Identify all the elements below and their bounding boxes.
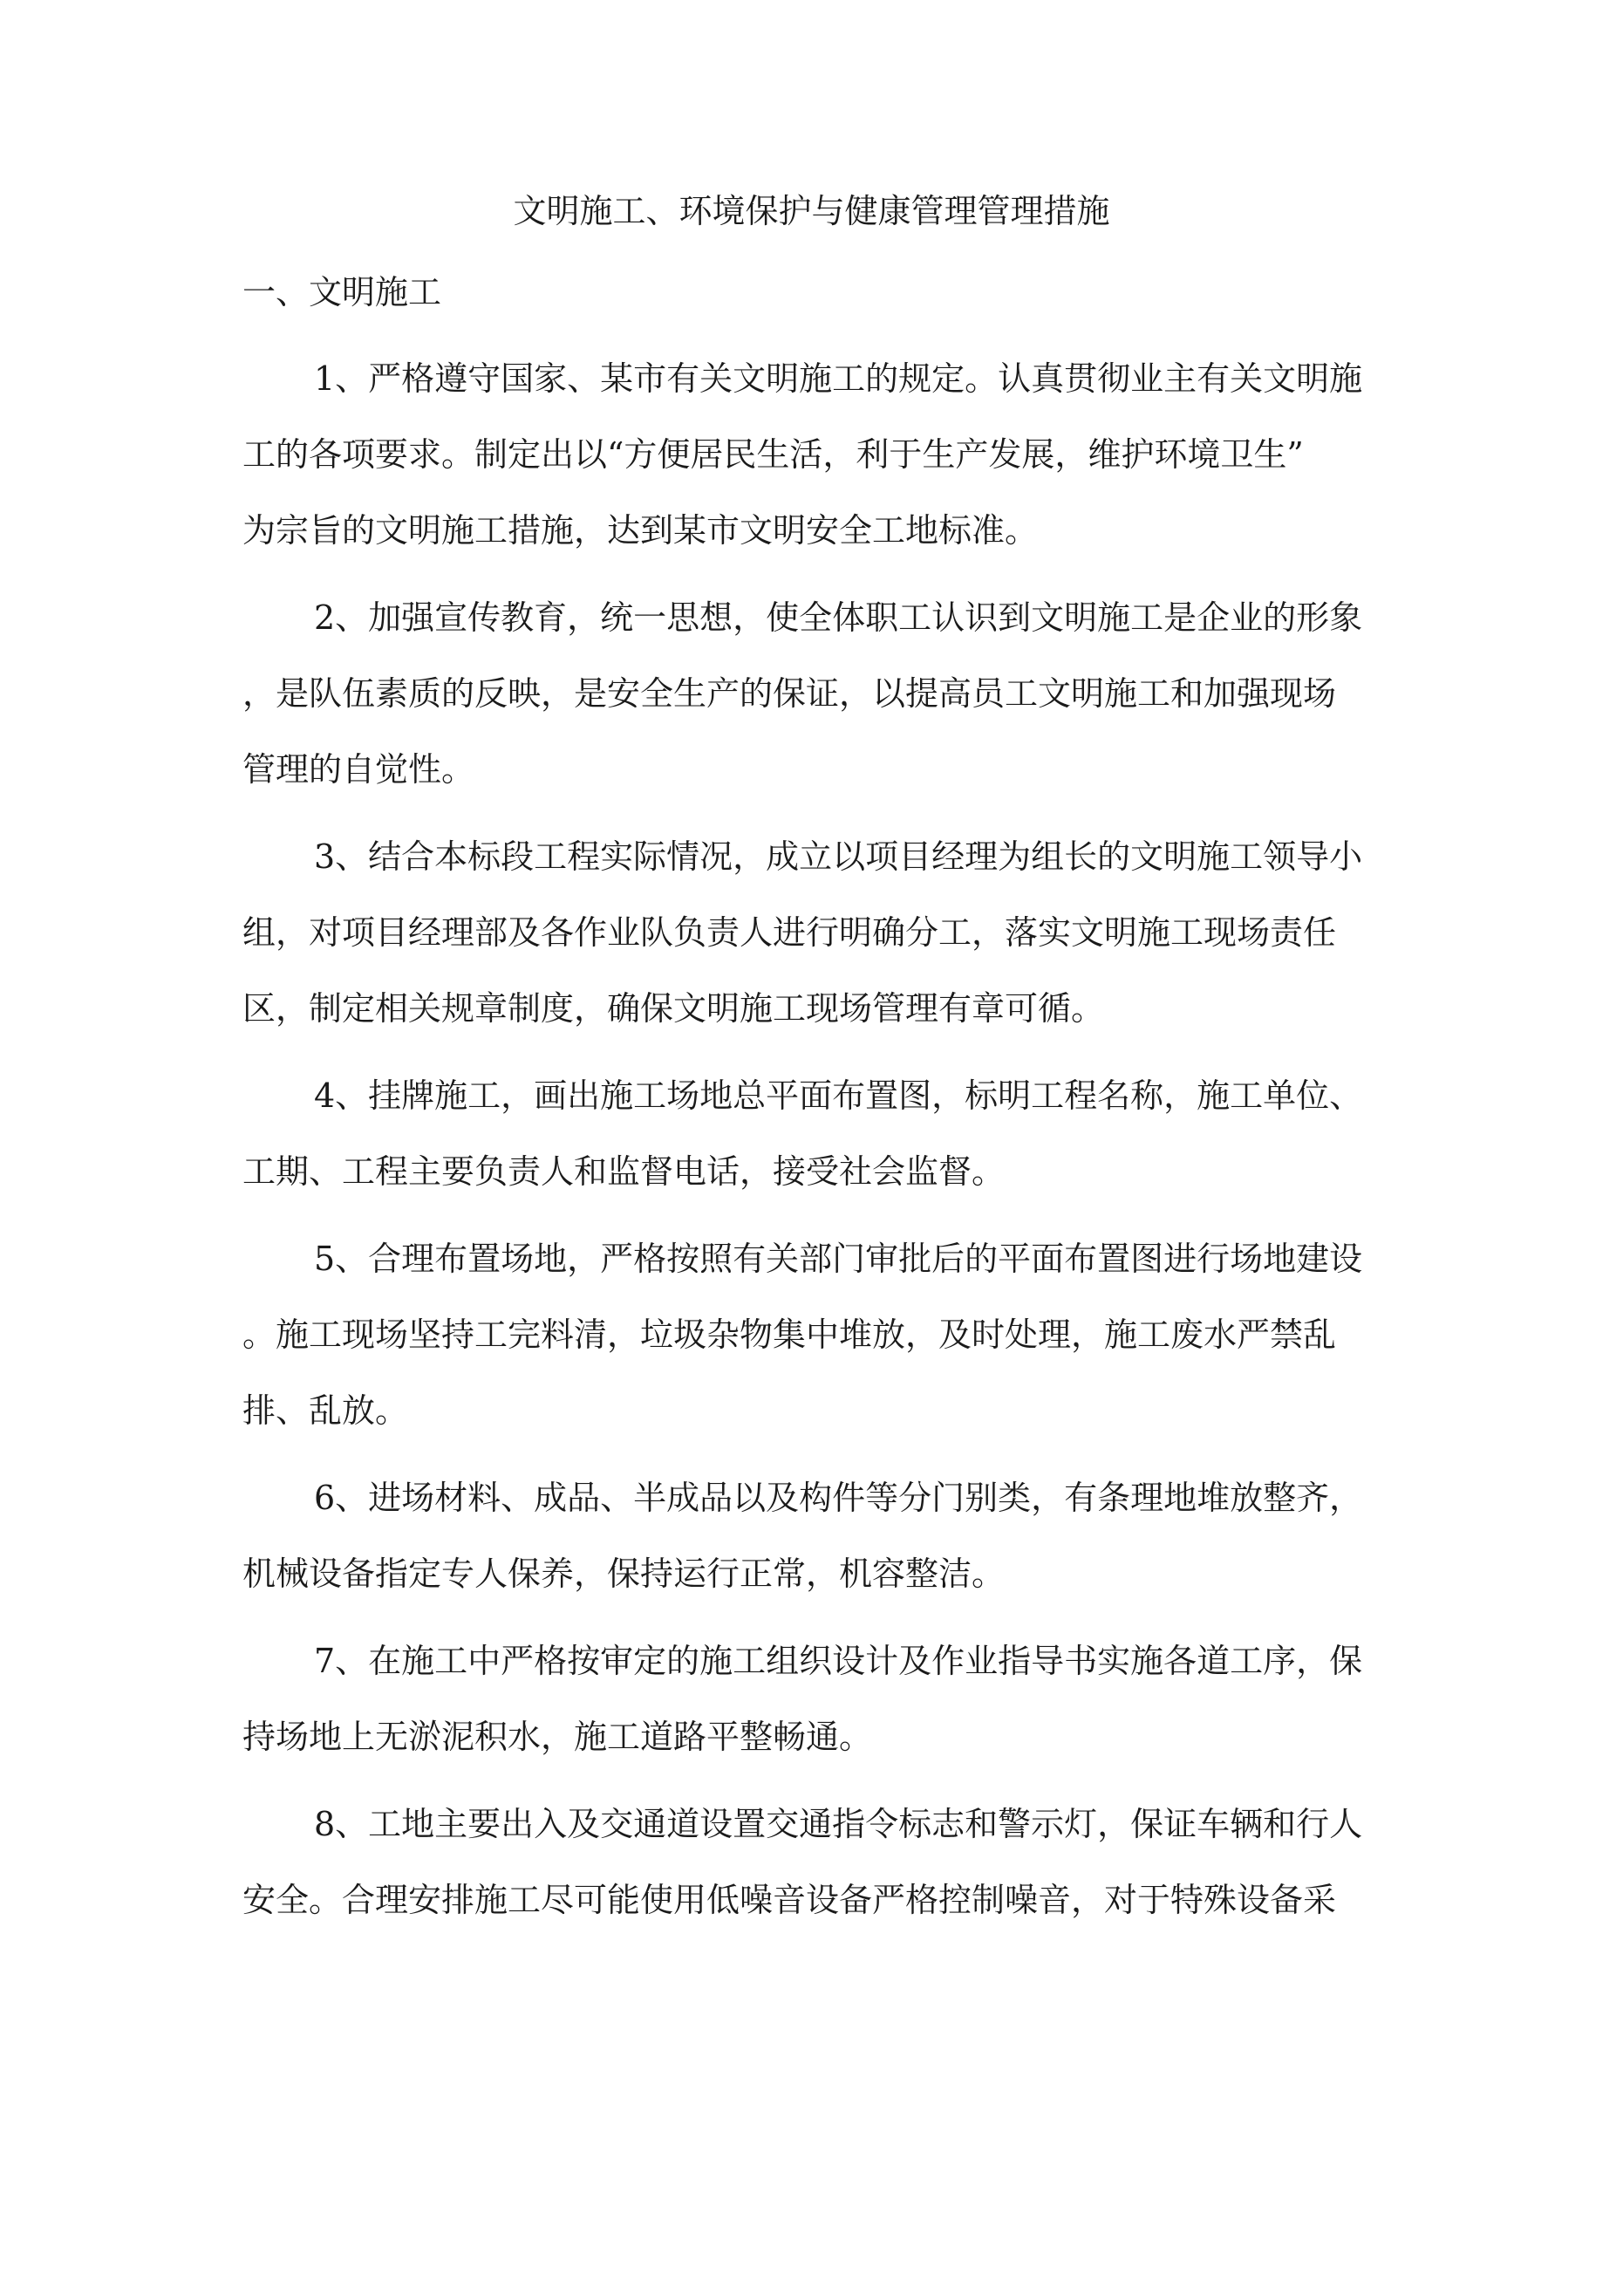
section-heading: 一、文明施工 [242, 273, 442, 311]
paragraph-4-line-1: 4、挂牌施工，画出施工场地总平面布置图，标明工程名称，施工单位、 [314, 1076, 1363, 1115]
paragraph-1-line-3: 为宗旨的文明施工措施，达到某市文明安全工地标准。 [242, 511, 1039, 550]
paragraph-5-line-1: 5、合理布置场地，严格按照有关部门审批后的平面布置图进行场地建设 [314, 1240, 1363, 1278]
paragraph-2-line-2: ，是队伍素质的反映，是安全生产的保证，以提高员工文明施工和加强现场 [242, 674, 1337, 713]
paragraph-1-line-2: 工的各项要求。制定出以“方便居民生活，利于生产发展，维护环境卫生” [242, 435, 1304, 474]
paragraph-6-line-1: 6、进场材料、成品、半成品以及构件等分门别类，有条理地堆放整齐， [314, 1479, 1363, 1517]
paragraph-4-line-2: 工期、工程主要负责人和监督电话，接受社会监督。 [242, 1152, 1006, 1191]
paragraph-7-line-1: 7、在施工中严格按审定的施工组织设计及作业指导书实施各道工序，保 [314, 1642, 1363, 1680]
paragraph-8-line-2: 安全。合理安排施工尽可能使用低噪音设备严格控制噪音，对于特殊设备采 [242, 1881, 1337, 1919]
paragraph-5-line-2: 。施工现场坚持工完料清，垃圾杂物集中堆放，及时处理，施工废水严禁乱 [242, 1315, 1337, 1354]
paragraph-3-line-3: 区，制定相关规章制度，确保文明施工现场管理有章可循。 [242, 989, 1105, 1028]
paragraph-3-line-1: 3、结合本标段工程实际情况，成立以项目经理为组长的文明施工领导小 [314, 837, 1363, 876]
document-title: 文明施工、环境保护与健康管理管理措施 [513, 192, 1110, 230]
paragraph-6-line-2: 机械设备指定专人保养，保持运行正常，机容整洁。 [242, 1555, 1006, 1593]
paragraph-5-line-3: 排、乱放。 [242, 1391, 409, 1430]
paragraph-2-line-1: 2、加强宣传教育，统一思想，使全体职工认识到文明施工是企业的形象 [314, 598, 1363, 637]
paragraph-2-line-3: 管理的自觉性。 [242, 750, 475, 789]
paragraph-7-line-2: 持场地上无淤泥积水，施工道路平整畅通。 [242, 1718, 873, 1756]
paragraph-3-line-2: 组，对项目经理部及各作业队负责人进行明确分工，落实文明施工现场责任 [242, 913, 1337, 952]
paragraph-1-line-1: 1、严格遵守国家、某市有关文明施工的规定。认真贯彻业主有关文明施 [314, 359, 1363, 398]
paragraph-8-line-1: 8、工地主要出入及交通道设置交通指令标志和警示灯，保证车辆和行人 [314, 1805, 1363, 1843]
